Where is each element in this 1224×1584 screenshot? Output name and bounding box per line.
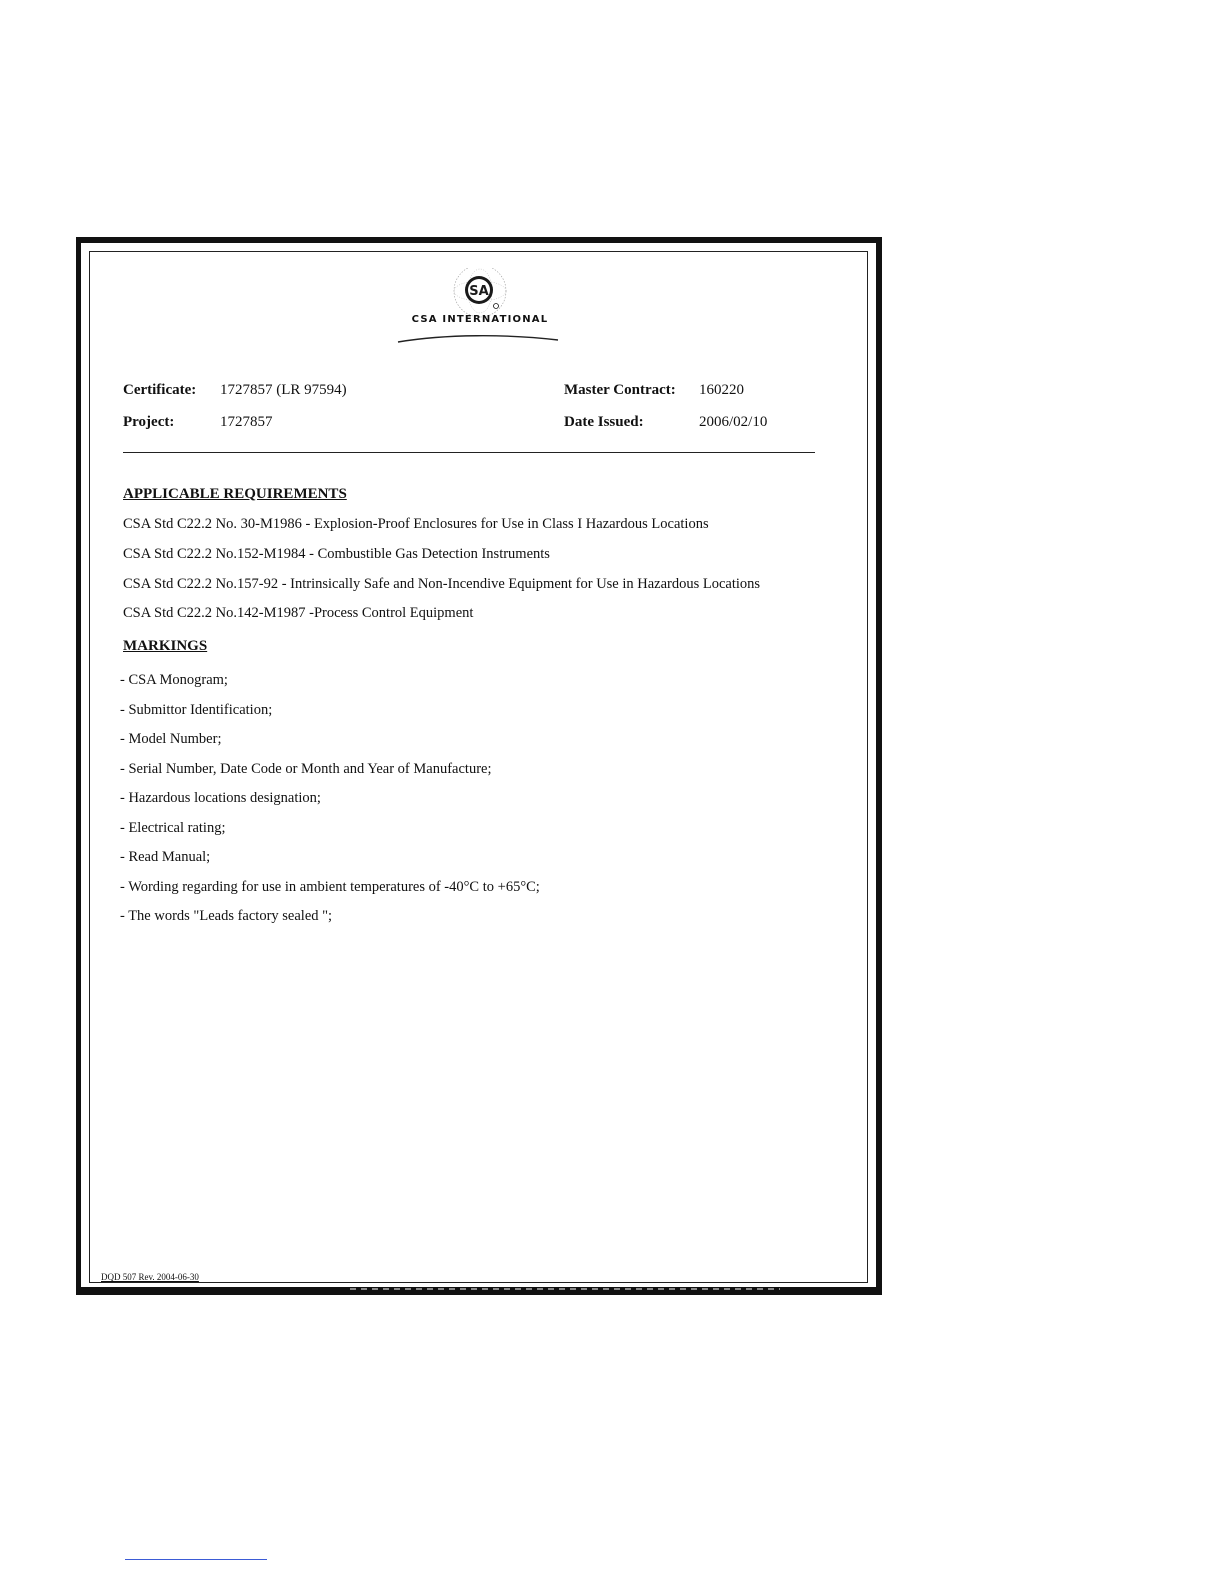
master-contract-value: 160220 xyxy=(699,382,744,398)
marking-item: - The words "Leads factory sealed "; xyxy=(120,908,333,924)
marking-item: - Hazardous locations designation; xyxy=(120,790,321,806)
certificate-value: 1727857 (LR 97594) xyxy=(220,382,347,398)
footnote-separator xyxy=(125,1559,267,1560)
form-code: DQD 507 Rev. 2004-06-30 xyxy=(101,1272,199,1282)
svg-text:SA: SA xyxy=(469,284,489,299)
marking-item: - CSA Monogram; xyxy=(120,672,228,688)
brand-name: CSA INTERNATIONAL xyxy=(411,314,549,325)
requirement-item: CSA Std C22.2 No. 30-M1986 - Explosion-Proof Enclosures for Use in Class I Hazardous Locations xyxy=(123,516,709,532)
date-issued-value: 2006/02/10 xyxy=(699,414,768,430)
project-label: Project: xyxy=(123,414,175,430)
marking-item: - Wording regarding for use in ambient temperatures of -40°C to +65°C; xyxy=(120,879,540,895)
marking-item: - Serial Number, Date Code or Month and Year of Manufacture; xyxy=(120,761,492,777)
requirements-heading: APPLICABLE REQUIREMENTS xyxy=(123,486,347,502)
scan-artifact xyxy=(350,1288,780,1290)
swoosh-decoration xyxy=(396,332,560,351)
master-contract-label: Master Contract: xyxy=(564,382,676,398)
marking-item: - Model Number; xyxy=(120,731,222,747)
requirement-item: CSA Std C22.2 No.152-M1984 - Combustible Gas Detection Instruments xyxy=(123,546,550,562)
marking-item: - Read Manual; xyxy=(120,849,211,865)
markings-heading: MARKINGS xyxy=(123,638,208,654)
project-value: 1727857 xyxy=(220,414,273,430)
requirement-item: CSA Std C22.2 No.157-92 - Intrinsically Safe and Non-Incendive Equipment for Use in Hazardous Locations xyxy=(123,576,761,592)
requirement-item: CSA Std C22.2 No.142-M1987 -Process Control Equipment xyxy=(123,605,474,621)
marking-item: - Submittor Identification; xyxy=(120,702,273,718)
certificate-label: Certificate: xyxy=(123,382,197,398)
date-issued-label: Date Issued: xyxy=(564,414,644,430)
marking-item: - Electrical rating; xyxy=(120,820,226,836)
header-divider xyxy=(123,452,815,453)
